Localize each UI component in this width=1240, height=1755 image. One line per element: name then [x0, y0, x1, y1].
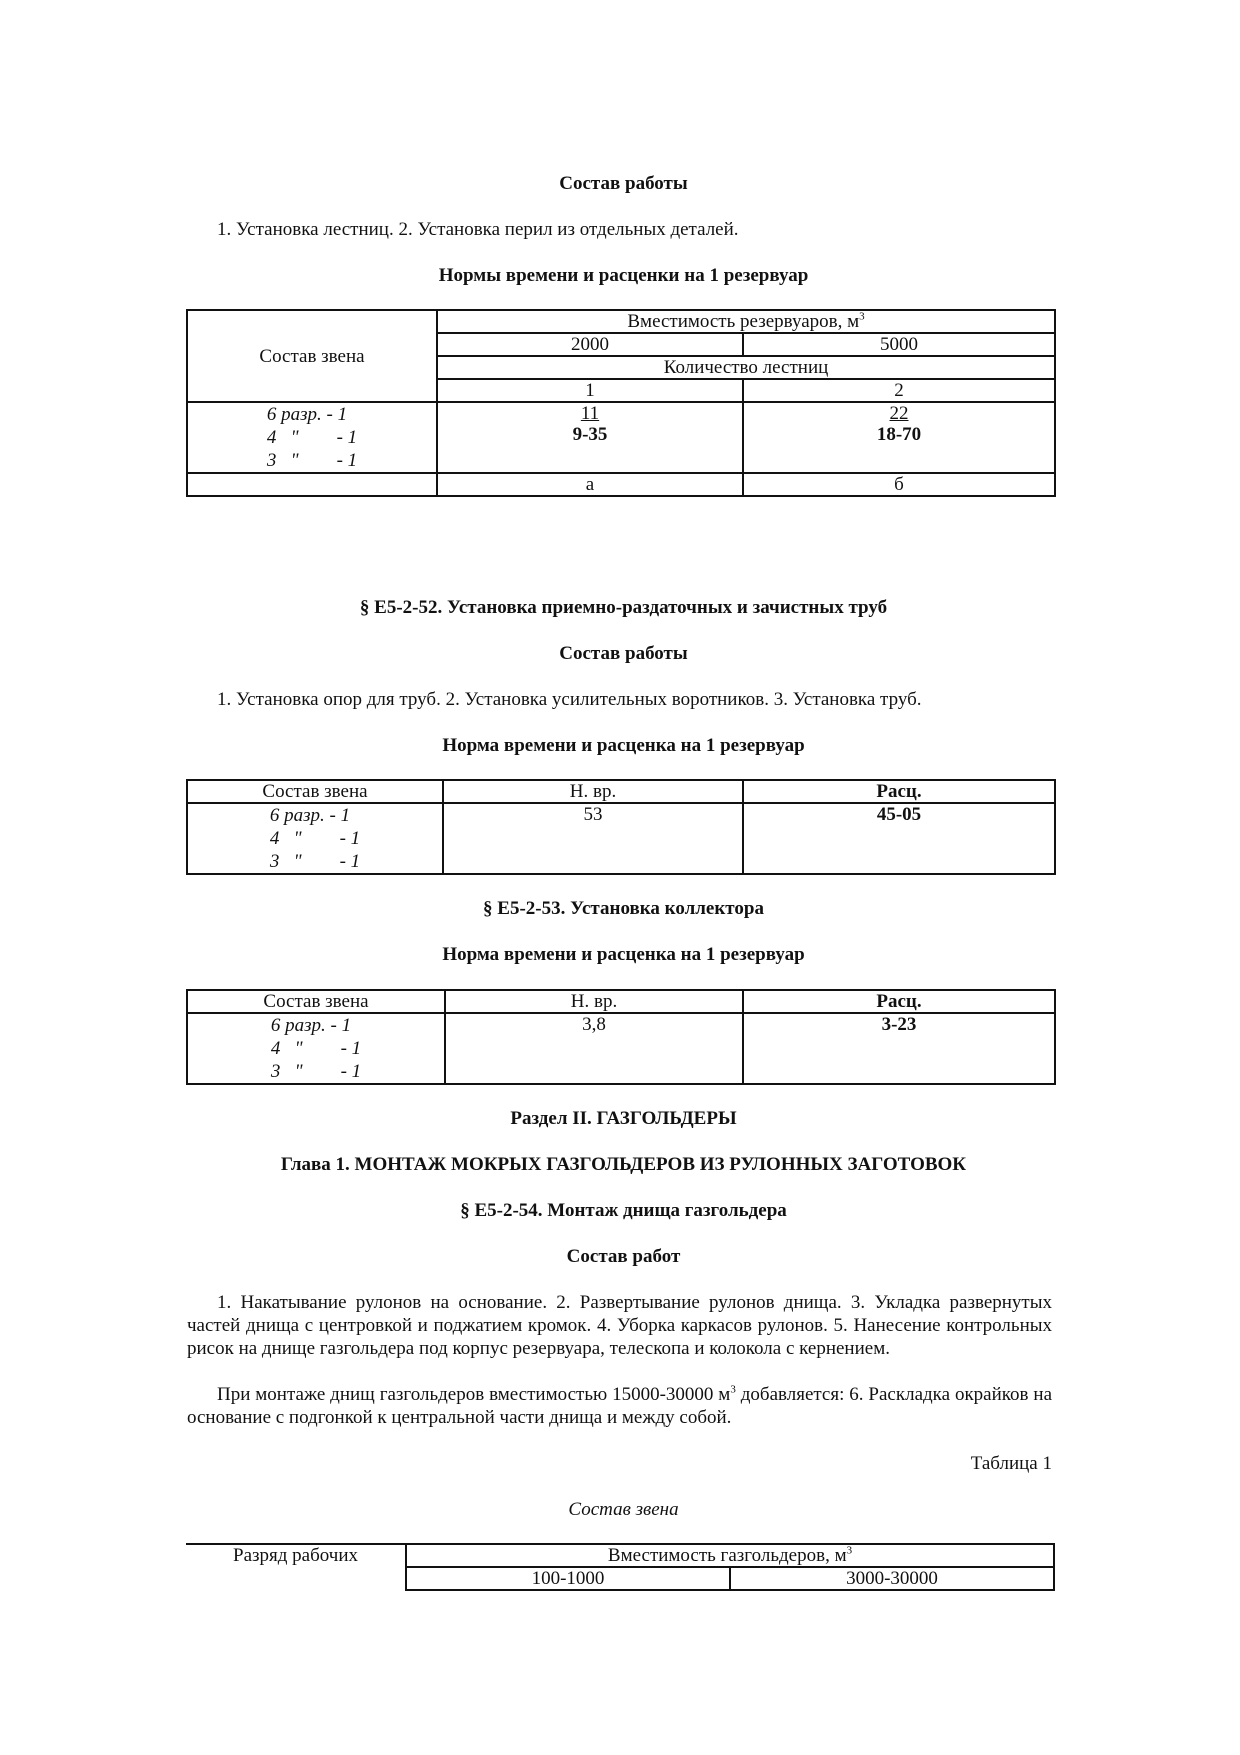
crew-line: 6 разр. - 1 [269, 805, 351, 826]
capacity-header: Вместимость резервуаров, $м^3$ [437, 310, 1055, 333]
work-description: 1. Установка лестниц. 2. Установка перил из отдельных деталей. [217, 219, 739, 240]
crew-line: 4 " - 1 [270, 1038, 362, 1059]
table-title: Состав звена [568, 1499, 679, 1520]
price-header: Расц. [743, 780, 1055, 803]
table-title: Нормы времени и расценки на 1 резервуар [438, 265, 809, 286]
stairs-count-header: Количество лестниц [437, 356, 1055, 379]
column-index: б [743, 473, 1055, 496]
gasholder-crew-table [186, 1543, 1055, 1591]
chapter-title: Глава 1. МОНТАЖ МОКРЫХ ГАЗГОЛЬДЕРОВ ИЗ РУЛОННЫХ ЗАГОТОВОК [280, 1154, 967, 1175]
norm-cell [743, 402, 1055, 473]
section-heading: Состав работы [559, 643, 688, 664]
norm-cell [437, 402, 743, 473]
capacity-value: 3000-30000 [730, 1567, 1054, 1590]
stairs-norms-table [186, 309, 1056, 497]
section-heading: Состав работы [559, 173, 688, 194]
crew-line: 3 " - 1 [270, 1061, 362, 1082]
work-description: 1. Установка опор для труб. 2. Установка усилительных воротников. 3. Установка труб. [217, 689, 922, 710]
work-note: При монтаже днищ газгольдеров вместимостью 15000-30000 $м^3$ добавляется: 6. Раскладка окрайков на основание с подгонкой к центральной части днища и между собой. [187, 1383, 1053, 1428]
collector-norms-table [186, 989, 1056, 1085]
crew-line: 3 " - 1 [266, 450, 358, 471]
section-heading: Состав работ [566, 1246, 681, 1267]
crew-composition [187, 402, 437, 473]
time-norm: 53 [443, 803, 743, 874]
stairs-count-value: 1 [437, 379, 743, 402]
work-description: 1. Накатывание рулонов на основание. 2. Развертывание рулонов днища. 3. Укладка развернутых частей днища с центровкой и поджатием кромок. 4. Уборка каркасов рулонов. 5. Нанесение контрольных рисок на днище газгольдера под корпус резервуара, телескопа и колокола с кернением. [187, 1292, 1052, 1359]
table-title: Норма времени и расценка на 1 резервуар [442, 944, 805, 965]
crew-composition [187, 1013, 445, 1084]
pipes-norms-table [186, 779, 1056, 875]
crew-line: 3 " - 1 [269, 851, 361, 872]
crew-line: 6 разр. - 1 [266, 404, 348, 425]
capacity-value: 2000 [437, 333, 743, 356]
crew-line: 6 разр. - 1 [270, 1015, 352, 1036]
price-header: Расц. [743, 990, 1055, 1013]
crew-header: Состав звена [187, 310, 437, 402]
price-rate: 3-23 [743, 1013, 1055, 1084]
column-index: а [437, 473, 743, 496]
time-header: Н. вр. [443, 780, 743, 803]
time-norm: 3,8 [445, 1013, 743, 1084]
stairs-count-value: 2 [743, 379, 1055, 402]
crew-composition [187, 803, 443, 874]
price-rate: 9-35 [572, 424, 608, 445]
time-norm: 22 [889, 403, 909, 424]
crew-line: 4 " - 1 [266, 427, 358, 448]
time-norm: 11 [580, 403, 600, 424]
capacity-value: 100-1000 [406, 1567, 730, 1590]
section-title: Раздел II. ГАЗГОЛЬДЕРЫ [510, 1108, 737, 1129]
time-header: Н. вр. [445, 990, 743, 1013]
price-rate: 18-70 [876, 424, 922, 445]
worker-grade-header: Разряд рабочих [186, 1544, 406, 1590]
crew-header: Состав звена [187, 780, 443, 803]
paragraph-title: § Е5-2-53. Установка коллектора [483, 898, 764, 919]
crew-header: Состав звена [187, 990, 445, 1013]
capacity-header: Вместимость газгольдеров, $м^3$ [406, 1544, 1054, 1567]
empty-cell [187, 473, 437, 496]
paragraph-title: § Е5-2-54. Монтаж днища газгольдера [460, 1200, 787, 1221]
table-title: Норма времени и расценка на 1 резервуар [442, 735, 805, 756]
crew-line: 4 " - 1 [269, 828, 361, 849]
capacity-value: 5000 [743, 333, 1055, 356]
table-label: Таблица 1 [970, 1453, 1052, 1474]
paragraph-title: § Е5-2-52. Установка приемно-раздаточных и зачистных труб [359, 597, 888, 618]
price-rate: 45-05 [743, 803, 1055, 874]
